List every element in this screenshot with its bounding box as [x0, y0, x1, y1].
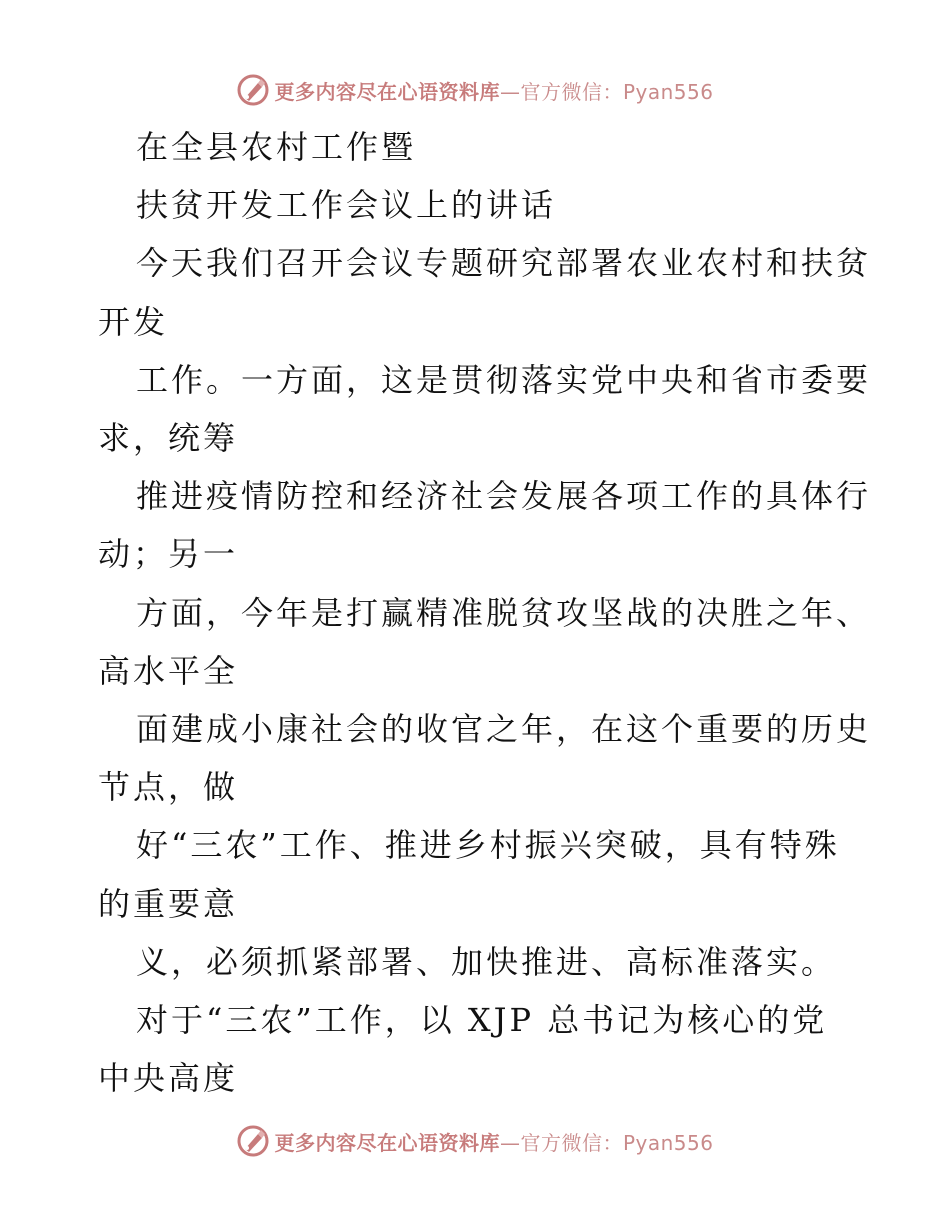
paragraph-line: 方面，今年是打赢精准脱贫攻坚战的决胜之年、	[136, 594, 872, 632]
watermark-main: 更多内容尽在心语资料库	[274, 1130, 500, 1155]
watermark-main: 更多内容尽在心语资料库	[274, 79, 500, 104]
paragraph-line: 工作。一方面，这是贯彻落实党中央和省市委要	[136, 361, 872, 399]
paragraph-line: 扶贫开发工作会议上的讲话	[136, 186, 557, 224]
paragraph-line: 求，统筹	[98, 419, 239, 457]
pen-logo-icon	[236, 1124, 270, 1158]
paragraph-line: 中央高度	[98, 1059, 239, 1097]
header-watermark	[0, 70, 950, 110]
paragraph-line: 对于“三农”工作，以 XJP 总书记为核心的党	[136, 1001, 828, 1039]
footer-watermark	[0, 1121, 950, 1161]
paragraph-line: 的重要意	[98, 885, 239, 923]
paragraph-line: 高水平全	[98, 652, 239, 690]
paragraph-line: 今天我们召开会议专题研究部署农业农村和扶贫	[136, 244, 872, 282]
paragraph-line: 好“三农”工作、推进乡村振兴突破，具有特殊	[136, 826, 840, 864]
paragraph-line: 义，必须抓紧部署、加快推进、高标准落实。	[136, 943, 837, 981]
watermark-text	[274, 76, 713, 105]
watermark-rest: 官方微信：Pyan556	[520, 79, 714, 104]
pen-logo-icon	[236, 73, 270, 107]
watermark-text	[274, 1127, 713, 1156]
paragraph-line: 面建成小康社会的收官之年，在这个重要的历史	[136, 710, 872, 748]
paragraph-line: 开发	[98, 303, 169, 341]
watermark-dash: —	[499, 79, 521, 104]
watermark-rest: 官方微信：Pyan556	[520, 1130, 714, 1155]
watermark-dash: —	[499, 1130, 521, 1155]
paragraph-line: 节点，做	[98, 768, 239, 806]
paragraph-line: 在全县农村工作暨	[136, 128, 417, 166]
paragraph-line: 动；另一	[98, 535, 239, 573]
paragraph-line: 推进疫情防控和经济社会发展各项工作的具体行	[136, 477, 872, 515]
